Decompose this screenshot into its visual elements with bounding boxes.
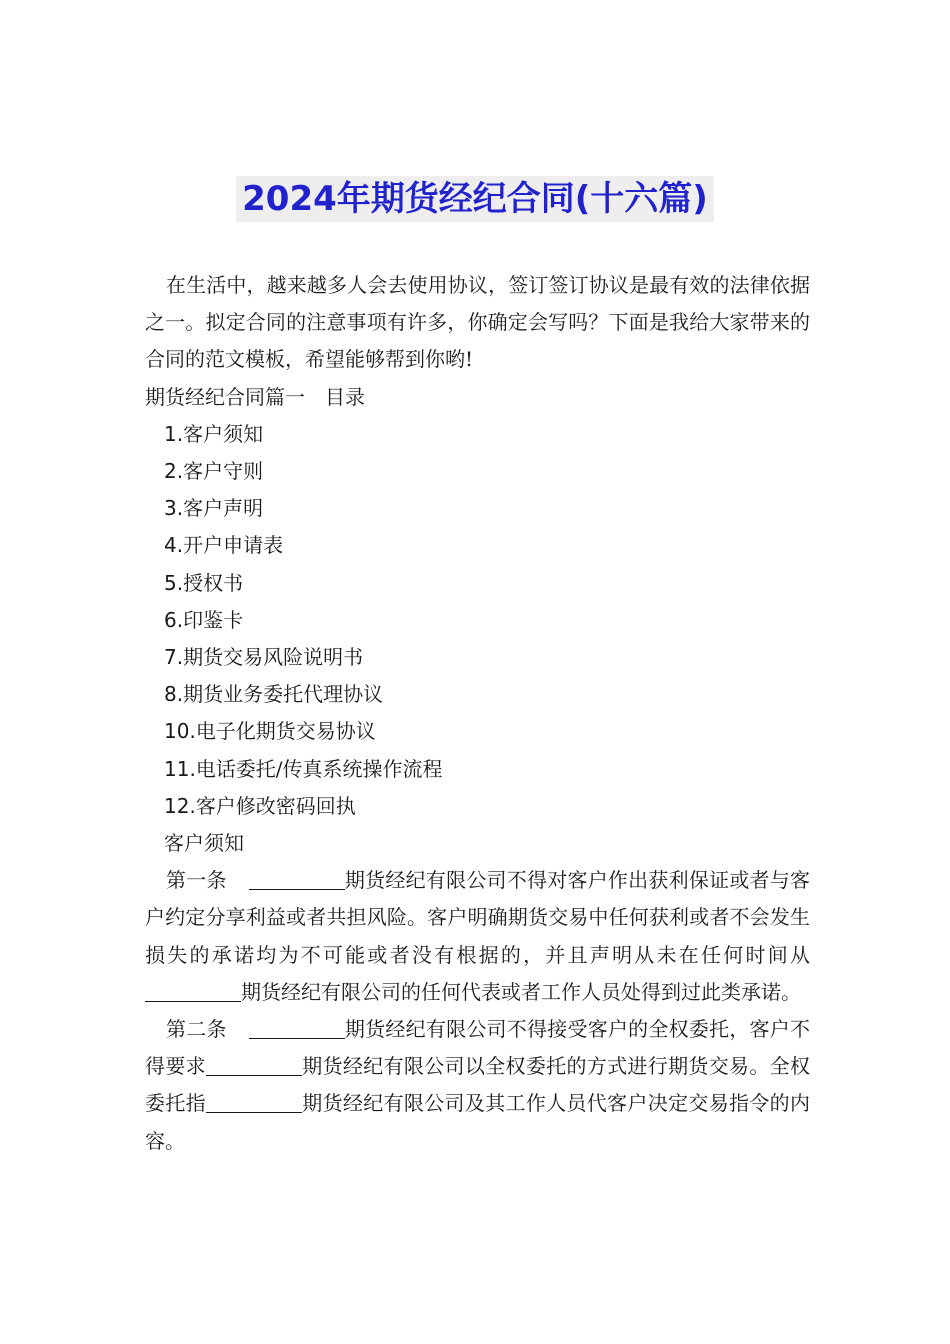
blank-line — [145, 977, 241, 1002]
article-2: 第二条 期货经纪有限公司不得接受客户的全权委托，客户不得要求 期货经纪有限公司以全权委托的方式进行期货交易。全权委托指 期货经纪有限公司及其工作人员代客户决定交易指令的内容。 — [145, 1011, 810, 1160]
title-wrapper — [0, 176, 950, 222]
toc-item: 1.客户须知 — [164, 421, 264, 446]
toc-item: 2.客户守则 — [164, 459, 264, 484]
toc-item: 5.授权书 — [164, 570, 244, 595]
document-body — [145, 267, 810, 1160]
document-title: 2024年期货经纪合同(十六篇) — [236, 176, 714, 222]
article-1: 第一条 期货经纪有限公司不得对客户作出获利保证或者与客户约定分享利益或者共担风险。客户明确期货交易中任何获利或者不会发生损失的承诺均为不可能或者没有根据的，并且声明从未在任何时间从期货经纪有限公司的任何代表或者工作人员处得到过此类承诺。 — [145, 862, 810, 1011]
toc-item: 6.印鉴卡 — [164, 607, 244, 632]
toc-item: 3.客户声明 — [164, 496, 264, 521]
section-heading: 期货经纪合同篇一 目录 — [145, 384, 365, 409]
subheading-client-notice: 客户须知 — [164, 831, 244, 856]
toc-item: 10.电子化期货交易协议 — [164, 719, 376, 744]
toc-item: 4.开户申请表 — [164, 533, 284, 558]
article-2-label: 第二条 — [166, 1017, 227, 1042]
toc-item: 11.电话委托/传真系统操作流程 — [164, 756, 443, 781]
blank-line — [249, 1014, 345, 1039]
blank-line — [206, 1051, 302, 1076]
table-of-contents — [145, 416, 810, 825]
intro-paragraph: 在生活中，越来越多人会去使用协议，签订签订协议是最有效的法律依据之一。拟定合同的注意事项有许多，你确定会写吗？下面是我给大家带来的合同的范文模板，希望能够帮到你哟! — [145, 273, 810, 372]
toc-item: 8.期货业务委托代理协议 — [164, 682, 384, 707]
toc-item: 12.客户修改密码回执 — [164, 793, 356, 818]
blank-line — [249, 865, 345, 890]
toc-item: 7.期货交易风险说明书 — [164, 645, 364, 670]
blank-line — [206, 1088, 302, 1113]
article-1-label: 第一条 — [166, 868, 227, 893]
